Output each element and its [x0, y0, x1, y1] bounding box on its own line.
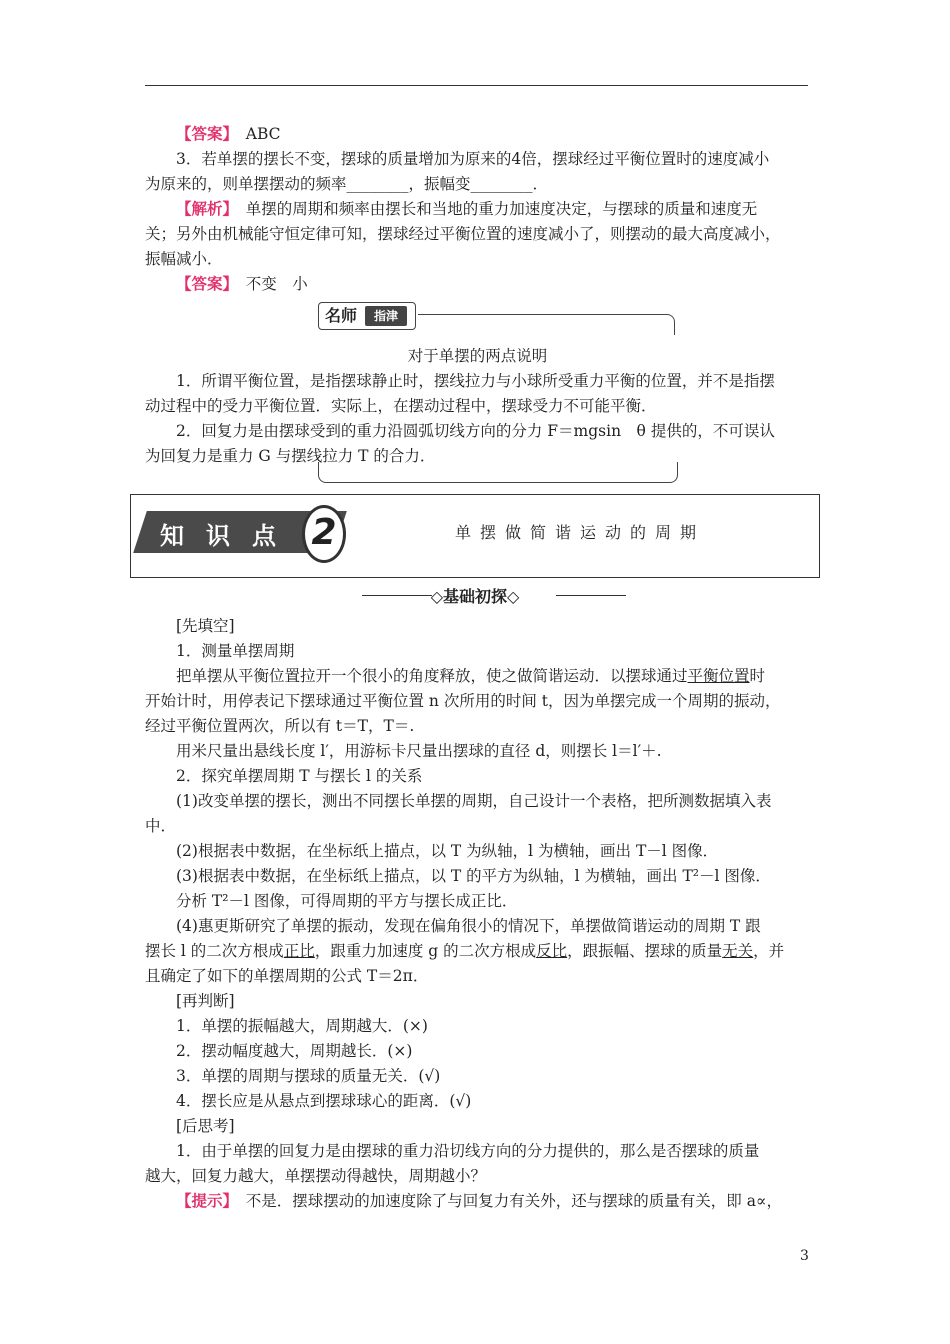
tip-box-header — [318, 302, 676, 336]
answer-tag-2: 【答案】 — [176, 274, 231, 293]
fill-s1-line-4: 用米尺量出悬线长度 l′，用游标卡尺量出摆球的直径 d，则摆长 l＝l′＋. — [176, 742, 662, 760]
base-title-row — [130, 584, 820, 606]
think-question-line-2: 越大，回复力越大，单摆摆动得越快，周期越小？ — [145, 1167, 487, 1185]
fill-s2-4-line-1: (4)惠更斯研究了单摆的振动，发现在偏角很小的情况下，单摆做简谐运动的周期 T 跟 — [176, 917, 761, 935]
question-3-line-2: 为原来的，则单摆摆动的频率________，振幅变________． — [145, 175, 549, 193]
blank-answer-inverse: 反比 — [536, 942, 568, 960]
fill-s2-3b: 分析 T²－l 图像，可得周期的平方与摆长成正比． — [176, 892, 518, 910]
section-label: 知识点 — [160, 522, 298, 550]
answer-text: ABC — [245, 125, 281, 143]
tip-box-top-border — [418, 314, 675, 335]
fill-s2-1-line-1: (1)改变单摆的摆长，测出不同摆长单摆的周期，自己设计一个表格，把所测数据填入表 — [176, 792, 772, 810]
analysis-line-2: 关；另外由机械能守恒定律可知，摆球经过平衡位置的速度减小了，则摆动的最大高度减小， — [145, 225, 781, 243]
text-span: 把单摆从平衡位置拉开一个很小的角度释放，使之做简谐运动．以摆球通过 — [176, 667, 688, 685]
analysis-text-1: 单摆的周期和频率由摆长和当地的重力加速度决定，与摆球的质量和速度无 — [245, 200, 758, 218]
answer-text-2: 不变 小 — [245, 275, 308, 293]
header-rule — [145, 85, 808, 86]
answer-line-2 — [145, 273, 841, 295]
text-span: 摆长 l 的二次方根成 — [145, 942, 284, 960]
text-span: ，并 — [753, 942, 785, 960]
fill-s2-4-line-3: 且确定了如下的单摆周期的公式 T＝2π． — [145, 967, 429, 985]
tip-point-2-line-1: 2．回复力是由摆球受到的重力沿圆弧切线方向的分力 F＝mgsin θ 提供的，不可误认 — [176, 422, 775, 440]
answer-line — [145, 123, 841, 145]
text-span: 时 — [749, 667, 766, 685]
think-question-line-1: 1．由于单摆的回复力是由摆球的重力沿切线方向的分力提供的，那么是否摆球的质量 — [176, 1142, 760, 1160]
judge-item-4: 4．摆长应是从悬点到摆球球心的距离．(√) — [176, 1092, 472, 1110]
fill-s2-3: (3)根据表中数据，在坐标纸上描点，以 T 的平方为纵轴，l 为横轴，画出 T²－l 图像． — [176, 867, 771, 885]
tip-point-1-line-1: 1．所谓平衡位置，是指摆球静止时，摆线拉力与小球所受重力平衡的位置，并不是指摆 — [176, 372, 775, 390]
fill-s1-line-1 — [145, 665, 841, 687]
section-number: 2 — [302, 505, 346, 563]
tip-badge-tag: 指津 — [365, 306, 407, 326]
page-number: 3 — [800, 1248, 809, 1264]
question-3-line-1: 3．若单摆的摆长不变，摆球的质量增加为原来的4倍，摆球经过平衡位置时的速度减小 — [176, 150, 770, 168]
analysis-line-1 — [145, 198, 841, 220]
tip-point-1-line-2: 动过程中的受力平衡位置．实际上，在摆动过程中，摆球受力不可能平衡． — [145, 397, 657, 415]
analysis-tag: 【解析】 — [176, 199, 231, 218]
think-hint-line — [145, 1190, 841, 1212]
judge-heading: [再判断] — [176, 992, 235, 1010]
divider-right — [556, 595, 626, 596]
tip-badge-label: 名师 — [325, 306, 358, 325]
tip-point-2-line-2: 为回复力是重力 G 与摆线拉力 T 的合力． — [145, 447, 436, 465]
hint-tag: 【提示】 — [176, 1191, 231, 1210]
fill-s2-2: (2)根据表中数据，在坐标纸上描点，以 T 为纵轴，l 为横轴，画出 T－l 图像． — [176, 842, 719, 860]
blank-answer-independent: 无关 — [722, 942, 754, 960]
fill-s1-line-2: 开始计时，用停表记下摆球通过平衡位置 n 次所用的时间 t，因为单摆完成一个周期的振动， — [145, 692, 781, 710]
answer-tag: 【答案】 — [176, 124, 231, 143]
judge-item-1: 1．单摆的振幅越大，周期越大．(×) — [176, 1017, 428, 1035]
tip-box-title: 对于单摆的两点说明 — [407, 347, 548, 365]
blank-answer-equilibrium: 平衡位置 — [687, 667, 750, 685]
blank-answer-proportional: 正比 — [283, 942, 315, 960]
fill-s1-line-3: 经过平衡位置两次，所以有 t＝T，T＝. — [145, 717, 415, 735]
hint-text: 不是．摆球摆动的加速度除了与回复力有关外，还与摆球的质量有关，即 a∝， — [245, 1192, 782, 1210]
section-title: 单摆做简谐运动的周期 — [454, 523, 705, 542]
tip-badge — [318, 302, 416, 330]
judge-item-2: 2．摆动幅度越大，周期越长．(×) — [176, 1042, 413, 1060]
base-title: ◇基础初探◇ — [430, 587, 520, 606]
fill-heading: [先填空] — [176, 617, 235, 635]
fill-s2-1-line-2: 中． — [145, 817, 177, 835]
judge-item-3: 3．单摆的周期与摆球的质量无关．(√) — [176, 1067, 441, 1085]
fill-s2-4-line-2 — [145, 940, 810, 962]
tip-box-bottom-border — [318, 462, 678, 483]
text-span: ，跟重力加速度 g 的二次方根成 — [314, 942, 537, 960]
analysis-line-3: 振幅减小． — [145, 250, 223, 268]
text-span: ，跟振幅、摆球的质量 — [567, 942, 723, 960]
think-heading: [后思考] — [176, 1117, 235, 1135]
fill-subheading-2: 2．探究单摆周期 T 与摆长 l 的关系 — [176, 767, 423, 785]
fill-subheading-1: 1．测量单摆周期 — [176, 642, 295, 660]
